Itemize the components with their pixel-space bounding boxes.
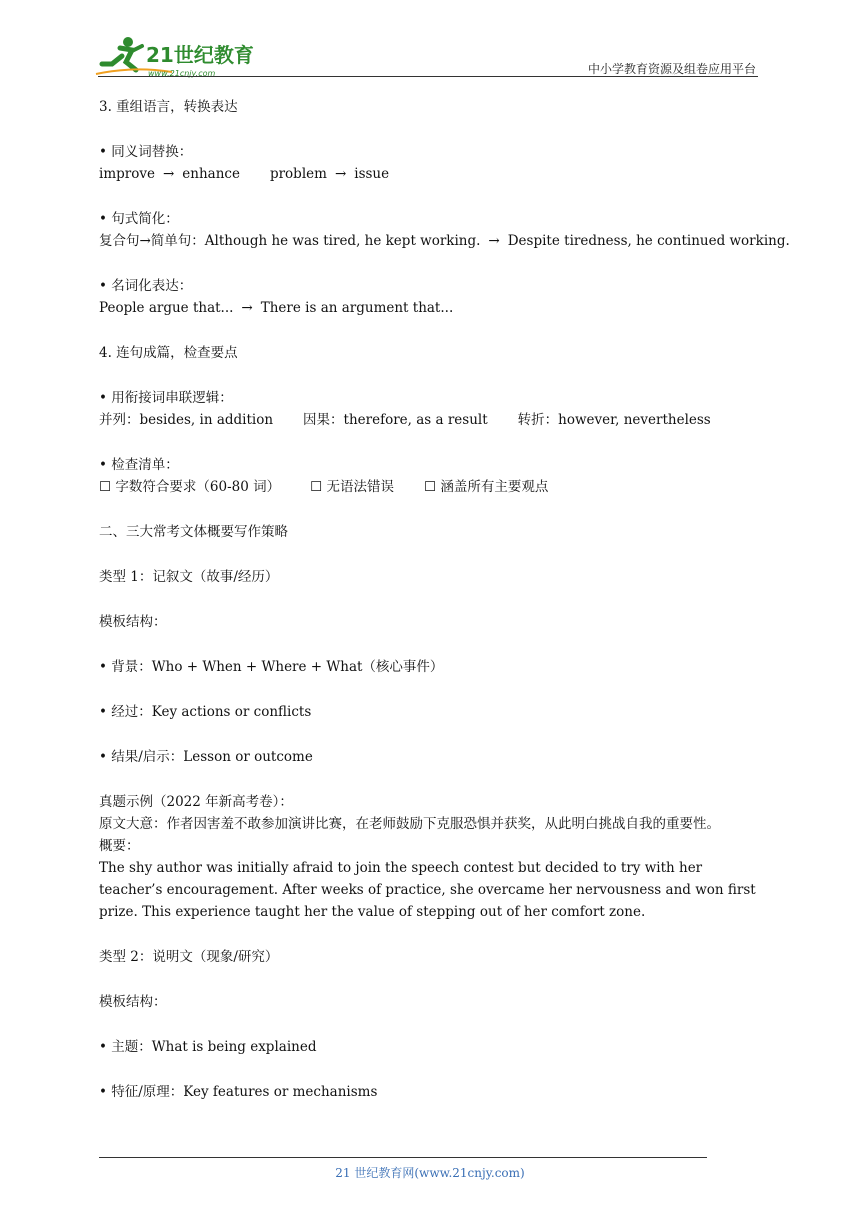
arrow-icon: → [488, 233, 500, 249]
simplify-example [99, 230, 790, 252]
simplify-after: Despite tiredness, he continued working. [507, 233, 790, 249]
linking-contrast: 转折：however, nevertheless [517, 412, 711, 428]
syn-word: enhance [182, 166, 240, 182]
nominal-before: People argue that... [99, 300, 234, 316]
syn-word: improve [99, 166, 155, 182]
summary-text: The shy author was initially afraid to join the speech contest but decided to try with her teacher’s encouragement. After weeks of practice, she overcame her nervousness and won first prize. This experience taught her the value of stepping out of her comfort zone. [99, 860, 756, 920]
type1-bullet: • 背景：Who + When + Where + What（核心事件） [99, 659, 444, 675]
linking-cause: 因果：therefore, as a result [303, 412, 488, 428]
synonym-heading: • 同义词替换： [99, 144, 193, 160]
document-body [99, 96, 790, 1103]
summary-label: 概要： [99, 838, 140, 854]
section-4-title: 4. 连句成篇，检查要点 [99, 345, 238, 361]
simplify-before: 复合句→简单句：Although he was tired, he kept working. [99, 233, 481, 249]
checklist-item: ☐ 无语法错误 [310, 479, 395, 495]
type1-bullet: • 经过：Key actions or conflicts [99, 704, 312, 720]
checklist [99, 476, 763, 498]
type-1-title: 类型 1：记叙文（故事/经历） [99, 569, 279, 585]
synonym-examples [99, 163, 763, 185]
nominal-after: There is an argument that... [260, 300, 454, 316]
type2-bullet: • 主题：What is being explained [99, 1039, 317, 1055]
linking-parallel: 并列：besides, in addition [99, 412, 274, 428]
syn-word: issue [354, 166, 390, 182]
linking-words [99, 409, 763, 431]
type-2-title: 类型 2：说明文（现象/研究） [99, 949, 279, 965]
type2-bullet: • 特征/原理：Key features or mechanisms [99, 1084, 378, 1100]
section-2-title: 二、三大常考文体概要写作策略 [99, 524, 288, 540]
syn-word: problem [269, 166, 327, 182]
example-title: 真题示例（2022 年新高考卷）： [99, 794, 293, 810]
template-label: 模板结构： [99, 614, 167, 630]
arrow-icon: → [241, 300, 253, 316]
arrow-icon: → [162, 166, 175, 182]
checklist-heading: • 检查清单： [99, 457, 179, 473]
header-divider [98, 76, 758, 77]
linking-heading: • 用衔接词串联逻辑： [99, 390, 233, 406]
type1-bullet: • 结果/启示：Lesson or outcome [99, 749, 313, 765]
nominal-heading: • 名词化表达： [99, 278, 193, 294]
nominal-example [99, 297, 763, 319]
template-label: 模板结构： [99, 994, 167, 1010]
arrow-icon: → [334, 166, 347, 182]
footer-link[interactable]: 21 世纪教育网(www.21cnjy.com) [335, 1166, 525, 1180]
logo-sub: www.21cnjy.com [148, 69, 216, 78]
checklist-item: ☐ 字数符合要求（60-80 词） [99, 479, 281, 495]
header-platform-label: 中小学教育资源及组卷应用平台 [587, 62, 756, 76]
section-3-title: 3. 重组语言，转换表达 [99, 99, 238, 115]
footer-divider [99, 1157, 707, 1158]
checklist-item: ☐ 涵盖所有主要观点 [424, 479, 549, 495]
example-original: 原文大意：作者因害羞不敢参加演讲比赛，在老师鼓励下克服恐惧并获奖，从此明白挑战自我的重要性。 [99, 816, 720, 832]
site-logo [92, 34, 262, 80]
logo-text: 21世纪教育 [146, 43, 254, 67]
simplify-heading: • 句式简化： [99, 211, 179, 227]
